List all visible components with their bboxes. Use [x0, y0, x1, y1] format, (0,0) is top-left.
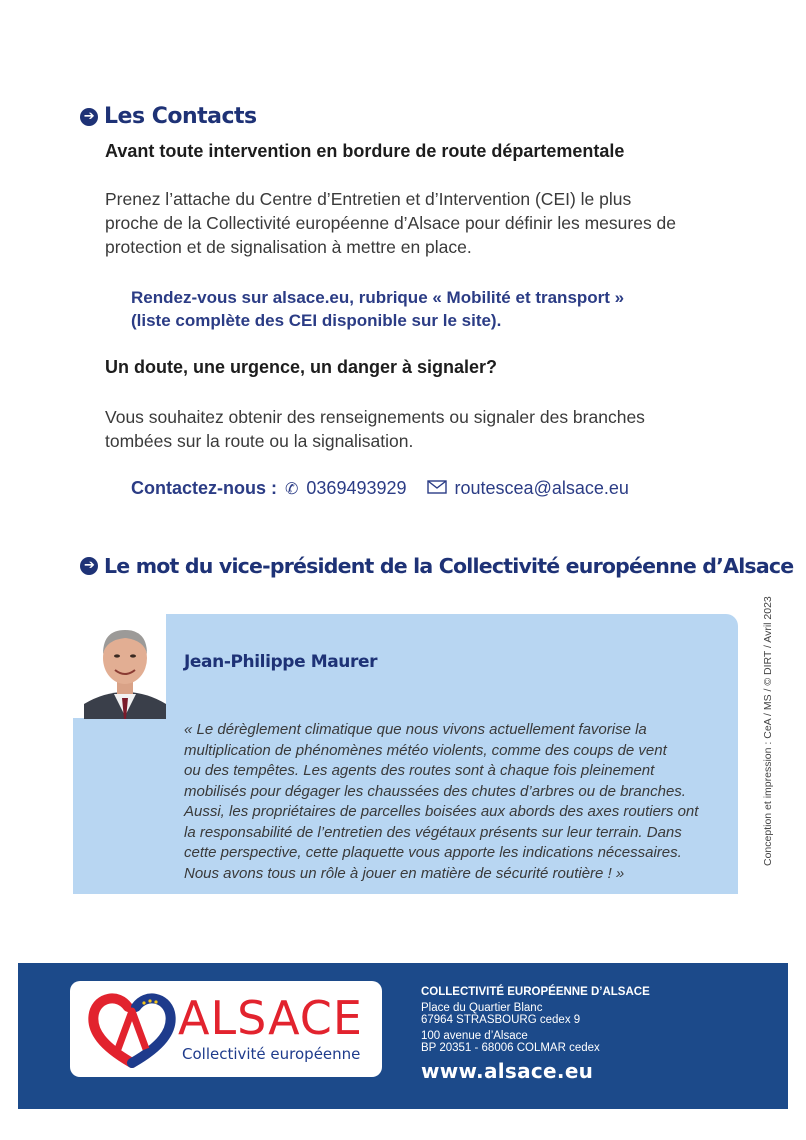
logo-word: ALSACE	[178, 991, 363, 1045]
paragraph-line: proche de la Collectivité européenne d’Alsace pour définir les mesures de	[105, 213, 677, 233]
quote-line: Aussi, les propriétaires de parcelles boisées aux abords des axes routiers ont	[184, 803, 699, 820]
alsace-logo	[70, 981, 382, 1077]
footer-org: COLLECTIVITÉ EUROPÉENNE D’ALSACE	[421, 986, 650, 998]
vp-name: Jean-Philippe Maurer	[184, 652, 378, 672]
footer-address-colmar	[421, 1030, 650, 1055]
quote-line: ou des tempêtes. Les agents des routes sont à chaque fois pleinement	[184, 762, 655, 779]
address-line: BP 20351 - 68006 COLMAR cedex	[421, 1042, 600, 1054]
mail-icon	[427, 478, 447, 499]
quote-line: la responsabilité de l’entretien des végétaux présents sur leur terrain. Dans	[184, 823, 682, 841]
quote-line: multiplication de phénomènes météo violents, comme des coups de vent	[184, 741, 667, 759]
website-hint-line: (liste complète des CEI disponible sur le site).	[131, 311, 502, 330]
address-line: Place du Quartier Blanc	[421, 1001, 543, 1014]
vp-title	[80, 554, 793, 578]
urgency-title: Un doute, une urgence, un danger à signaler?	[105, 357, 498, 377]
paragraph-line: Prenez l’attache du Centre d’Entretien et d’Intervention (CEI) le plus	[105, 189, 632, 209]
website-hint-line: Rendez-vous sur alsace.eu, rubrique « Mobilité et transport »	[131, 288, 625, 307]
arrow-right-icon: ➔	[80, 557, 98, 575]
contacts-title-text: Les Contacts	[104, 104, 257, 129]
footer-address-strasbourg	[421, 1002, 650, 1027]
contacts-title	[80, 104, 257, 129]
urgency-line: tombées sur la route ou la signalisation.	[105, 431, 414, 451]
cea-heart-logo-icon	[84, 989, 180, 1069]
quote-line: mobilisés pour dégager les chaussées des chutes d’arbres ou de branches.	[184, 782, 686, 800]
vp-quote	[184, 720, 698, 884]
credit-line: Conception et impression : CeA / MS / © DIRT / Avril 2023	[762, 596, 774, 866]
contacts-paragraph	[105, 187, 676, 259]
contacts-subtitle: Avant toute intervention en bordure de route départementale	[105, 141, 625, 161]
address-line: 100 avenue d’Alsace	[421, 1029, 528, 1042]
contact-row	[131, 478, 629, 499]
email-link[interactable]: routescea@alsace.eu	[454, 478, 629, 498]
arrow-right-icon: ➔	[80, 108, 98, 126]
website-hint	[131, 286, 624, 332]
quote-line: Nous avons tous un rôle à jouer en matière de sécurité routière ! »	[184, 864, 625, 882]
address-line: 67964 STRASBOURG cedex 9	[421, 1014, 581, 1026]
quote-line: « Le dérèglement climatique que nous vivons actuellement favorise la	[184, 721, 647, 738]
phone-number[interactable]: 0369493929	[306, 478, 407, 498]
urgency-line: Vous souhaitez obtenir des renseignements ou signaler des branches	[105, 407, 645, 427]
footer-contact	[421, 986, 650, 1083]
phone-icon: ✆	[285, 480, 299, 498]
quote-line: cette perspective, cette plaquette vous apporte les indications nécessaires.	[184, 844, 682, 861]
paragraph-line: protection et de signalisation à mettre en place.	[105, 237, 472, 257]
vp-portrait	[84, 618, 166, 719]
urgency-paragraph	[105, 405, 645, 453]
logo-subtitle: Collectivité européenne	[182, 1045, 361, 1063]
contact-label: Contactez-nous :	[131, 478, 277, 498]
footer-website[interactable]: www.alsace.eu	[421, 1058, 594, 1083]
vp-title-text: Le mot du vice-président de la Collectivité européenne d’Alsace	[104, 554, 794, 578]
